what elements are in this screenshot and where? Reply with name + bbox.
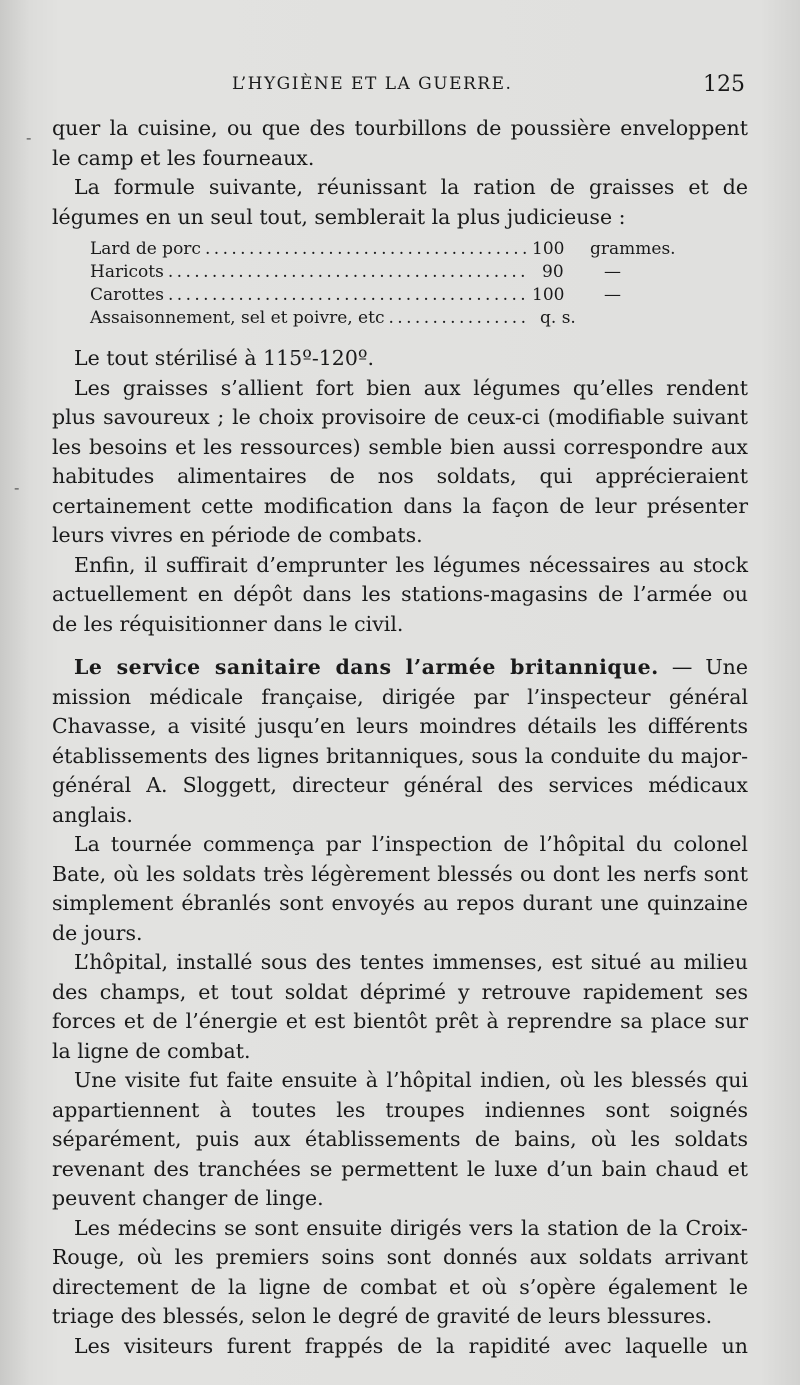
recipe-quantity: 90 <box>542 262 564 282</box>
margin-dash-mark: - <box>26 128 32 147</box>
running-title: L’HYGIÈNE ET LA GUERRE. <box>232 74 513 94</box>
paragraph: La tournée commença par l’inspection de l’hôpital du colonel Bate, où les soldats très légèrement blessés ou dont les nerfs sont simplement ébranlés sont envoyés au repos durant une quinzaine de jours. <box>52 832 748 945</box>
paragraph: Les graisses s’allient fort bien aux légumes qu’elles rendent plus savoureux ; le choix provisoire de ceux-ci (modifiable suivant les besoins et les ressources) semble bien aussi correspondre aux habitudes alimentaires de nos soldats, qui apprécieraient certainement cette modification dans la façon de leur présenter leurs vivres en période de combats. <box>52 375 748 547</box>
paragraph: La formule suivante, réunissant la ration de graisses et de légumes en un seul tout, semblerait la plus judicieuse : <box>52 175 748 229</box>
paragraph: Enfin, il suffirait d’emprunter les légumes nécessaires au stock actuellement en dépôt dans les stations-magasins de l’armée ou de les réquisitionner dans le civil. <box>52 552 748 636</box>
recipe-unit: grammes. <box>590 239 676 259</box>
recipe-item: Lard de porc <box>90 239 201 259</box>
section-title: Le service sanitaire dans l’armée britannique. <box>74 655 659 679</box>
section-gap <box>52 639 748 653</box>
recipe-quantity: 100 <box>532 239 565 259</box>
paragraph <box>52 653 748 830</box>
recipe-quantity: 100 <box>532 285 565 305</box>
page-header <box>0 72 800 102</box>
recipe-unit: — <box>604 262 621 282</box>
recipe-row <box>90 261 710 284</box>
recipe-item: Haricots <box>90 262 164 282</box>
recipe-row <box>90 284 710 307</box>
paragraph: Une visite fut faite ensuite à l’hôpital indien, où les blessés qui appartiennent à toutes les troupes indiennes sont soignés séparément, puis aux établissements de bains, où les soldats revenant des tranchées se permettent le luxe d’un bain chaud et peuvent changer de linge. <box>52 1068 748 1210</box>
leader-dots <box>205 238 528 261</box>
paragraph: L’hôpital, installé sous des tentes immenses, est situé au milieu des champs, et tout soldat déprimé y retrouve rapidement ses forces et de l’énergie et est bientôt prêt à reprendre sa place sur la ligne de combat. <box>52 950 748 1063</box>
recipe-unit: — <box>604 285 621 305</box>
paragraph: Les visiteurs furent frappés de la rapidité avec laquelle un <box>74 1333 748 1358</box>
recipe-item: Carottes <box>90 285 164 305</box>
body-text <box>52 114 748 1361</box>
paragraph-text: — Une mission médicale française, dirigée par l’inspecteur général Chavasse, a visité jusqu’en leurs moindres détails les différents établissements des lignes britanniques, sous la conduite du major-général A. Sloggett, directeur général des services médicaux anglais. <box>52 655 749 827</box>
recipe-row <box>90 307 710 330</box>
leader-dots <box>168 261 528 284</box>
paragraph: Le tout stérilisé à 115º-120º. <box>74 346 375 370</box>
page-number: 125 <box>703 72 745 97</box>
paragraph: Les médecins se sont ensuite dirigés vers la station de la Croix-Rouge, où les premiers soins sont donnés aux soldats arrivant directement de la ligne de combat et où s’opère également le triage des blessés, selon le degré de gravité de leurs blessures. <box>52 1215 748 1328</box>
paragraph: quer la cuisine, ou que des tourbillons de poussière enveloppent le camp et les fourneaux. <box>52 116 748 170</box>
recipe-row <box>90 238 710 261</box>
leader-dots <box>388 307 528 330</box>
recipe-item: Assaisonnement, sel et poivre, etc <box>90 308 385 328</box>
recipe-table <box>90 238 710 330</box>
recipe-quantity: q. s. <box>540 308 576 328</box>
leader-dots <box>168 284 528 307</box>
margin-dash-mark: - <box>14 478 20 497</box>
